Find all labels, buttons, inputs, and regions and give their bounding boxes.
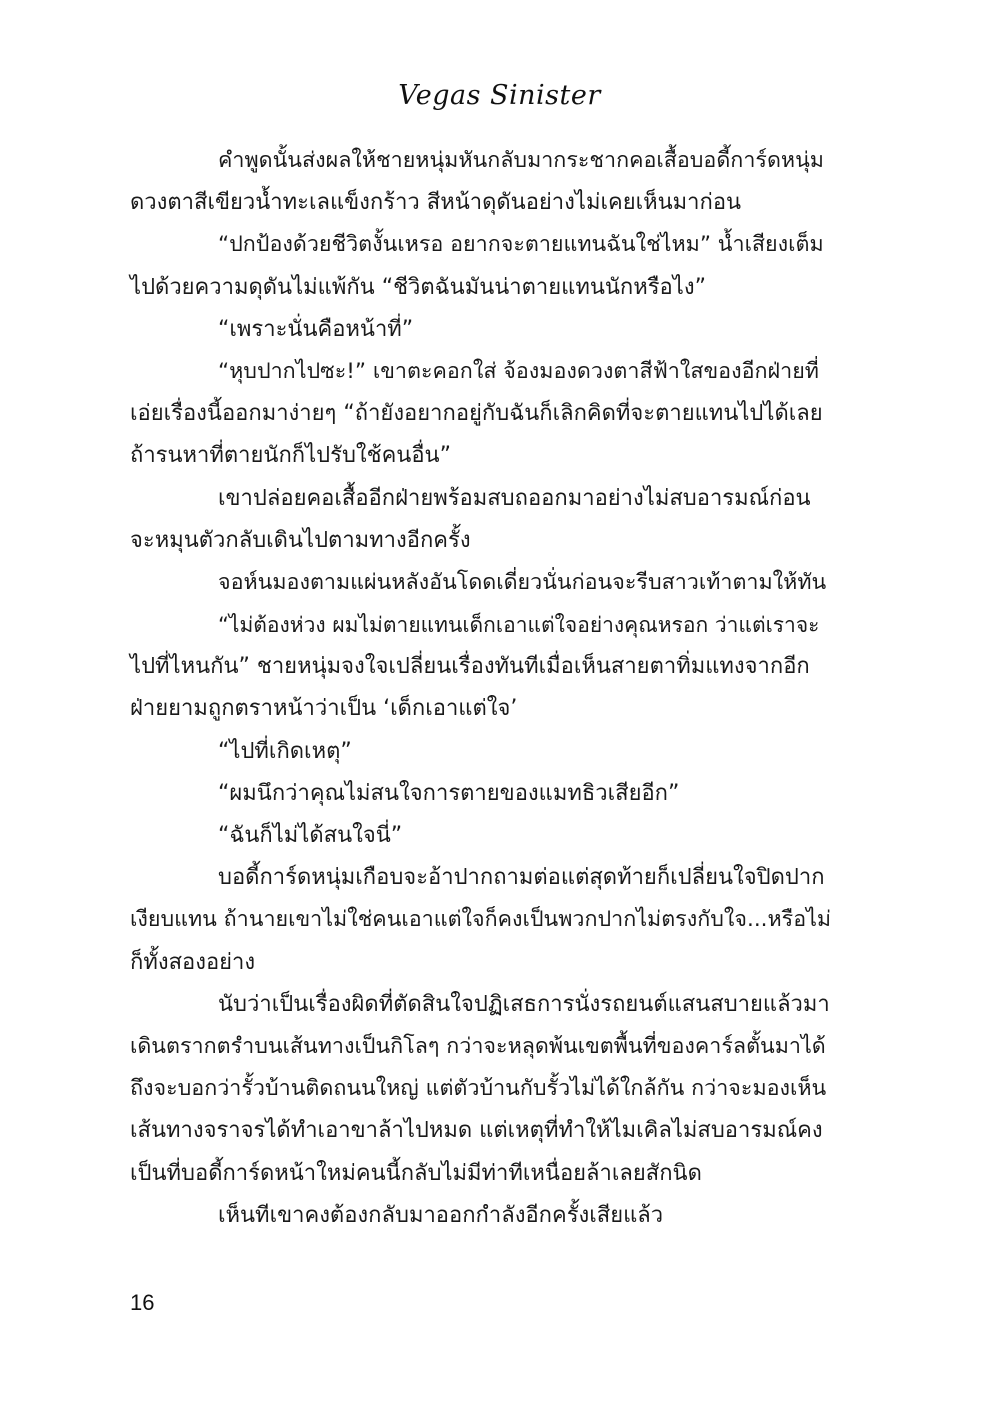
text-line: “เพราะนั่นคือหน้าที่” xyxy=(218,316,414,342)
running-title: Vegas Sinister xyxy=(398,80,601,111)
page-number: 16 xyxy=(130,1290,155,1315)
text-line: “ฉันก็ไม่ได้สนใจนี่” xyxy=(218,823,403,848)
text-line: ถ้ารนหาที่ตายนักก็ไปรับใช้คนอื่น” xyxy=(130,443,451,469)
text-line: “ปกป้องด้วยชีวิตงั้นเหรอ อยากจะตายแทนฉันใช่ไหม” น้ำเสียงเต็ม xyxy=(218,232,824,258)
text-line: “ไปที่เกิดเหตุ” xyxy=(218,738,352,764)
text-line: ถึงจะบอกว่ารั้วบ้านติดถนนใหญ่ แต่ตัวบ้านกับรั้วไม่ได้ใกล้กัน กว่าจะมองเห็น xyxy=(130,1076,827,1102)
text-line: ไปด้วยความดุดันไม่แพ้กัน “ชีวิตฉันมันน่าตายแทนนักหรือไง” xyxy=(130,274,706,300)
text-line: คำพูดนั้นส่งผลให้ชายหนุ่มหันกลับมากระชากคอเสื้อบอดี้การ์ดหนุ่ม xyxy=(218,148,824,173)
text-line: นับว่าเป็นเรื่องผิดที่ตัดสินใจปฏิเสธการนั่งรถยนต์แสนสบายแล้วมา xyxy=(218,991,830,1017)
text-line: จะหมุนตัวกลับเดินไปตามทางอีกครั้ง xyxy=(130,527,471,553)
text-line: จอห์นมองตามแผ่นหลังอันโดดเดี่ยวนั่นก่อนจะรีบสาวเท้าตามให้ทัน xyxy=(218,569,827,595)
text-line: ดวงตาสีเขียวน้ำทะเลแข็งกร้าว สีหน้าดุดันอย่างไม่เคยเห็นมาก่อน xyxy=(130,190,742,216)
text-line: ไปที่ไหนกัน” ชายหนุ่มจงใจเปลี่ยนเรื่องทันทีเมื่อเห็นสายตาทิ่มแทงจากอีก xyxy=(130,654,810,680)
text-line: “ผมนึกว่าคุณไม่สนใจการตายของแมทธิวเสียอีก” xyxy=(218,780,680,806)
text-line: เขาปล่อยคอเสื้ออีกฝ่ายพร้อมสบถออกมาอย่างไม่สบอารมณ์ก่อน xyxy=(218,485,811,511)
text-line: เดินตรากตรำบนเส้นทางเป็นกิโลๆ กว่าจะหลุดพ้นเขตพื้นที่ของคาร์ลตั้นมาได้ xyxy=(130,1033,826,1059)
text-line: เงียบแทน ถ้านายเขาไม่ใช่คนเอาแต่ใจก็คงเป็นพวกปากไม่ตรงกับใจ...หรือไม่ xyxy=(130,907,832,933)
body-text xyxy=(130,140,832,1237)
text-line: เอ่ยเรื่องนี้ออกมาง่ายๆ “ถ้ายังอยากอยู่กับฉันก็เลิกคิดที่จะตายแทนไปได้เลย xyxy=(130,401,823,427)
text-line: ฝ่ายยามถูกตราหน้าว่าเป็น ‘เด็กเอาแต่ใจ’ xyxy=(130,696,518,722)
text-line: “ไม่ต้องห่วง ผมไม่ตายแทนเด็กเอาแต่ใจอย่างคุณหรอก ว่าแต่เราจะ xyxy=(218,613,820,638)
text-line: เป็นที่บอดี้การ์ดหน้าใหม่คนนี้กลับไม่มีท่าทีเหนื่อยล้าเลยสักนิด xyxy=(130,1160,702,1186)
text-line: บอดี้การ์ดหนุ่มเกือบจะอ้าปากถามต่อแต่สุดท้ายก็เปลี่ยนใจปิดปาก xyxy=(218,865,825,891)
text-line: เห็นทีเขาคงต้องกลับมาออกกำลังอีกครั้งเสียแล้ว xyxy=(218,1202,664,1228)
text-line: ก็ทั้งสองอย่าง xyxy=(130,949,256,975)
text-line: เส้นทางจราจรได้ทำเอาขาล้าไปหมด แต่เหตุที่ทำให้ไมเคิลไม่สบอารมณ์คง xyxy=(130,1118,823,1144)
text-line: “หุบปากไปซะ!” เขาตะคอกใส่ จ้องมองดวงตาสีฟ้าใสของอีกฝ่ายที่ xyxy=(218,358,819,384)
